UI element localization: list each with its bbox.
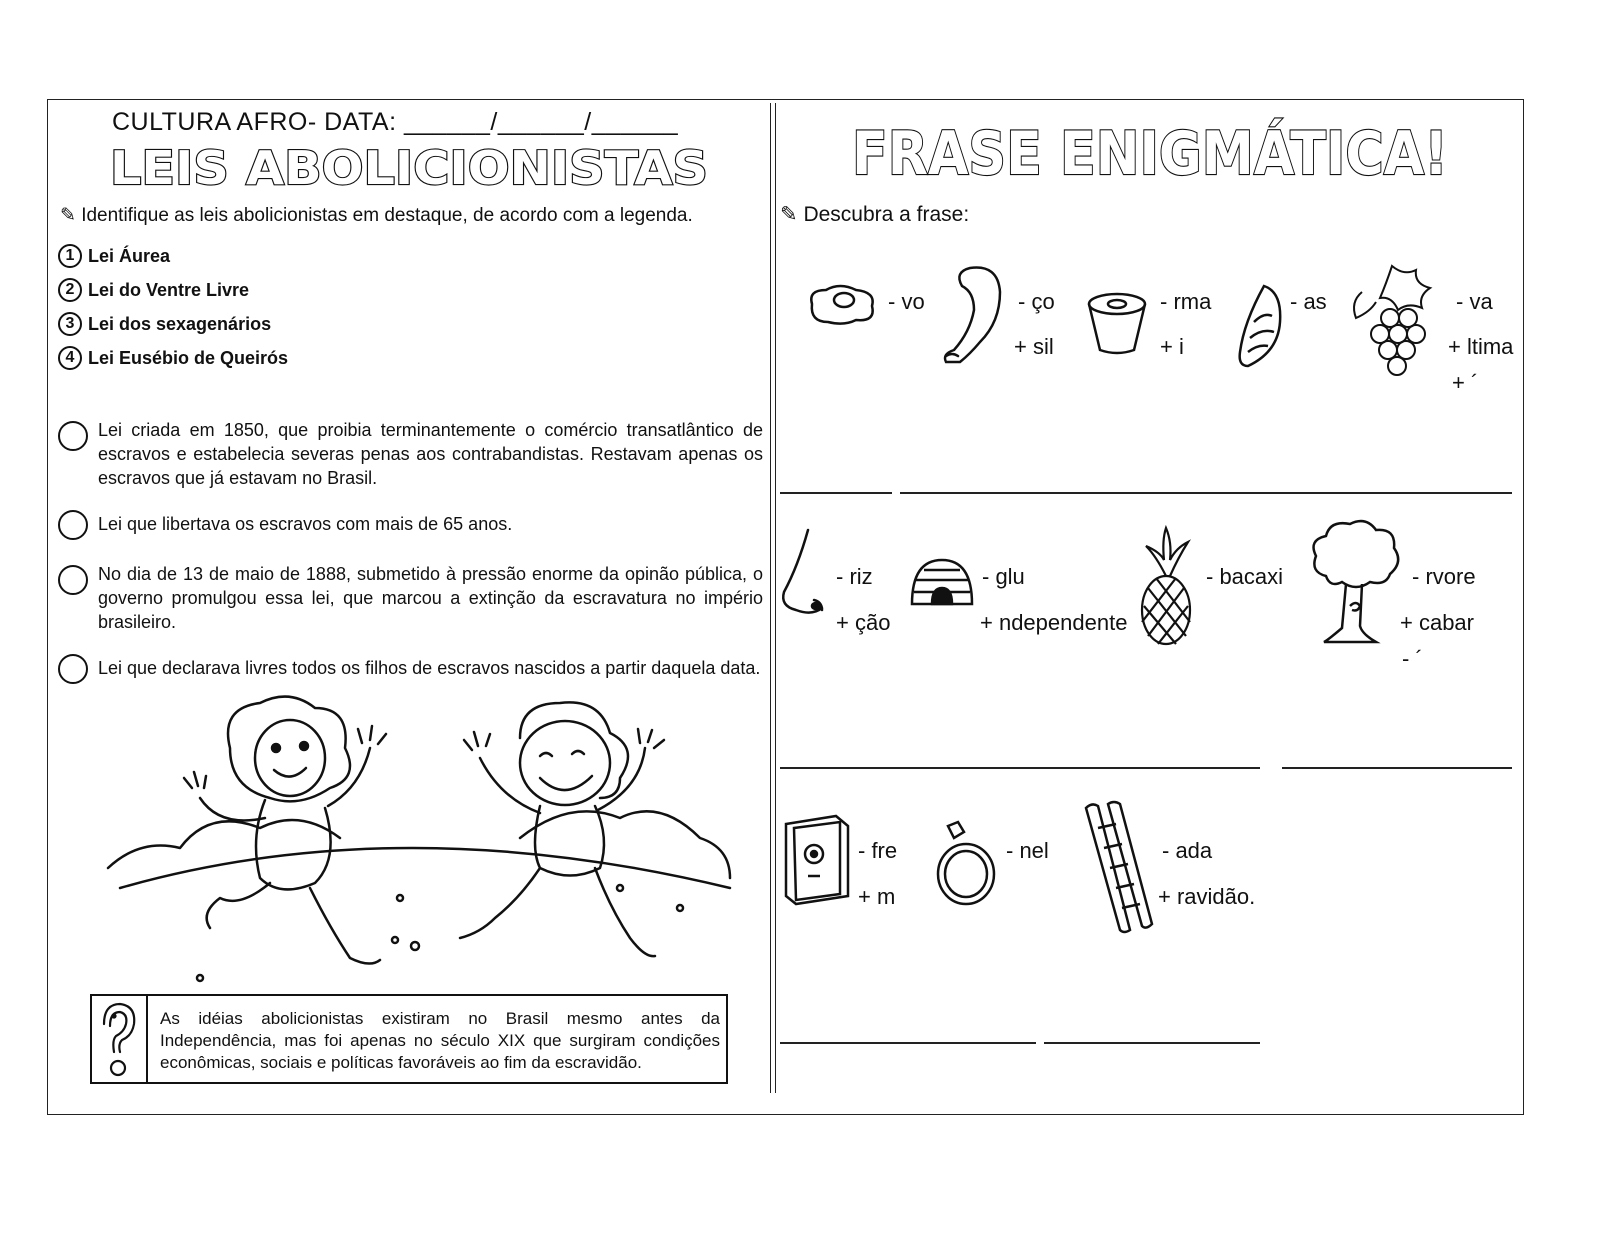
arm-icon (940, 262, 1010, 370)
note-box (90, 994, 728, 1084)
answer-line-1a[interactable] (780, 492, 892, 494)
legend-number: 1 (58, 244, 82, 268)
legend-item-4 (58, 344, 288, 372)
answer-line-1b[interactable] (900, 492, 1512, 494)
clue-3-plus: + i (1160, 334, 1184, 359)
left-instruction (60, 204, 693, 227)
legend-item-1 (58, 242, 170, 270)
legend-label: Lei Áurea (88, 245, 171, 266)
cake-mold-icon (1086, 290, 1148, 356)
legend-number: 3 (58, 312, 82, 336)
clue-10-minus: - fre (858, 838, 898, 863)
header-line (112, 108, 678, 137)
legend-label: Lei dos sexagenários (88, 313, 272, 334)
clue-9-plus: + cabar (1400, 610, 1474, 635)
clue-8-minus: - bacaxi (1206, 564, 1284, 589)
answer-circle-2[interactable] (58, 510, 88, 540)
statement-4: Lei que declarava livres todos os filhos de escravos nascidos a partir daquela data. (98, 658, 761, 678)
clue-9-extra: - ´ (1402, 646, 1423, 671)
date-blanks[interactable]: ______/______/______ (403, 108, 679, 136)
clue-5-extra: + ´ (1452, 370, 1479, 395)
clue-10-plus: + m (858, 884, 896, 909)
laws-title-text: LEIS ABOLICIONISTAS (110, 141, 709, 195)
clue-4-minus: - as (1290, 289, 1327, 314)
legend-item-3 (58, 310, 271, 338)
clue-7-minus: - glu (982, 564, 1025, 589)
clue-5-plus: + ltima (1448, 334, 1514, 359)
clue-2-minus: - ço (1018, 289, 1055, 314)
note-text: As idéias abolicionistas existiram no Brasil mesmo antes da Independência, mas foi apenas no século XIX que surgiram condições econômicas, sociais e políticas favoráveis ao fim da escravidão. (160, 1009, 720, 1072)
column-divider (770, 103, 776, 1093)
answer-line-2a[interactable] (780, 767, 1260, 769)
laws-title (108, 140, 713, 195)
clue-12-minus: - ada (1162, 838, 1213, 863)
dancing-children-illustration (100, 688, 740, 988)
tree-icon (1306, 516, 1402, 648)
puzzle-title (850, 116, 1537, 189)
clue-2-plus: + sil (1014, 334, 1054, 359)
question-mark-icon (92, 996, 144, 1082)
safe-icon (782, 812, 852, 908)
clue-9-minus: - rvore (1412, 564, 1476, 589)
clue-6-minus: - riz (836, 564, 873, 589)
legend-item-2 (58, 276, 249, 304)
ring-icon (934, 820, 1000, 910)
left-instruction-text: Identifique as leis abolicionistas em destaque, de acordo com a legenda. (81, 205, 693, 226)
pencil-icon: ✎ (60, 205, 76, 226)
answer-line-3b[interactable] (1044, 1042, 1260, 1044)
answer-circle-4[interactable] (58, 654, 88, 684)
statement-1: Lei criada em 1850, que proibia terminantemente o comércio transatlântico de escravos e estabelecia severas penas aos contrabandistas. Restavam apenas os escravos que já estavam no Brasil. (98, 420, 763, 488)
legend-label: Lei Eusébio de Queirós (88, 347, 289, 368)
clue-7-plus: + ndependente (980, 610, 1128, 635)
clue-11-minus: - nel (1006, 838, 1049, 863)
statement-3: No dia de 13 de maio de 1888, submetido à pressão enorme da opinão pública, o governo promulgou essa lei, que marcou a extinção da escravatura no império brasileiro. (98, 564, 763, 632)
header-label: CULTURA AFRO- DATA: (112, 108, 397, 136)
legend-number: 4 (58, 346, 82, 370)
answer-line-2b[interactable] (1282, 767, 1512, 769)
answer-circle-3[interactable] (58, 565, 88, 595)
clue-3-minus: - rma (1160, 289, 1212, 314)
note-icon-cell (92, 996, 148, 1082)
clue-5-minus: - va (1456, 289, 1493, 314)
pencil-icon: ✎ (780, 203, 798, 226)
legend-number: 2 (58, 278, 82, 302)
clue-12-plus: + ravidão. (1158, 884, 1256, 909)
right-instruction-text: Descubra a frase: (803, 203, 970, 226)
nose-icon (778, 526, 834, 624)
legend-label: Lei do Ventre Livre (88, 279, 250, 300)
igloo-icon (908, 556, 976, 608)
pineapple-icon (1136, 526, 1196, 648)
statement-2: Lei que libertava os escravos com mais de 65 anos. (98, 514, 513, 534)
right-instruction (780, 202, 969, 227)
wing-icon (1234, 282, 1284, 370)
clue-6-plus: + ção (836, 610, 891, 635)
answer-circle-1[interactable] (58, 421, 88, 451)
grapes-icon (1342, 262, 1442, 378)
ladder-icon (1082, 800, 1156, 936)
answer-line-3a[interactable] (780, 1042, 1036, 1044)
puzzle-title-text: FRASE ENIGMÁTICA! (852, 119, 1537, 189)
clue-1-minus: - vo (888, 289, 925, 314)
fried-egg-icon (806, 282, 878, 328)
